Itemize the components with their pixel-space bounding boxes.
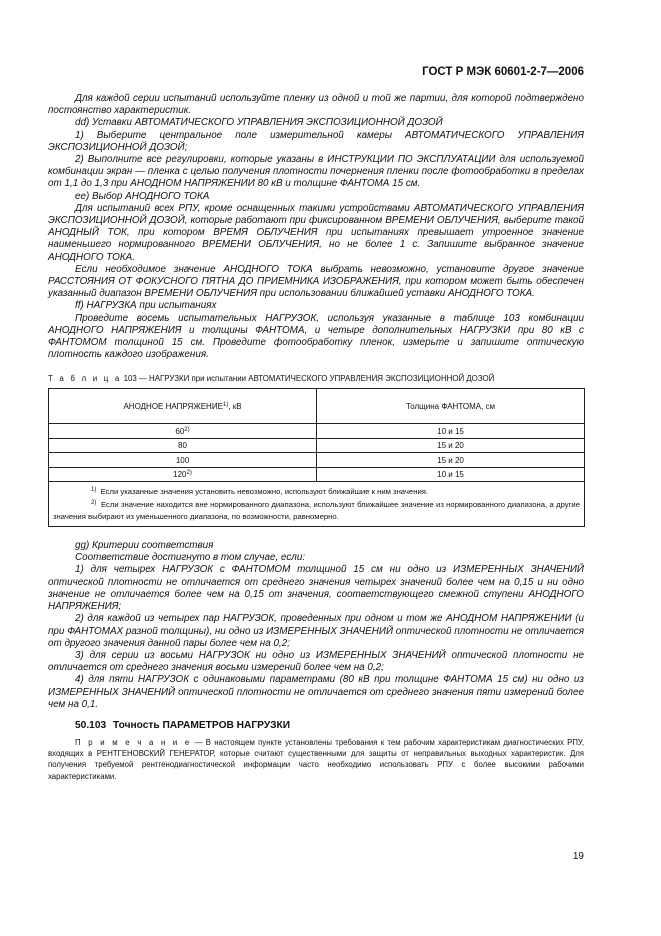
- paragraph: dd) Уставки АВТОМАТИЧЕСКОГО УПРАВЛЕНИЯ ЭКСПОЗИЦИОННОЙ ДОЗОЙ: [75, 117, 443, 129]
- table-caption-label: Т а б л и ц а: [48, 374, 122, 384]
- table-notes-row: [49, 482, 585, 527]
- table-footnote-1: $^{1)}$ Если указанные значения установить невозможно, используют ближайшие к ним значения.: [91, 487, 429, 497]
- paragraph: Для каждой серии испытаний используйте пленку из одной и той же партии, для которой подтверждено постоянство характеристик.: [48, 93, 584, 117]
- paragraph: Для испытаний всех РПУ, кроме оснащенных такими устройствами АВТОМАТИЧЕСКОГО УПРАВЛЕНИЯ ЭКСПОЗИЦИОННОЙ ДОЗОЙ, которые работают при фиксированном ВРЕМЕНИ ОБЛУЧЕНИЯ, выберите такой АНОДНЫЙ ТОК, при котором ВРЕМЯ ОБЛУЧЕНИЯ при испытаниях превышает утроенное значение наименьшего нормированного ВРЕМЕНИ ОБЛУЧЕНИЯ, но не более 1 с. Запишите выбранное значение АНОДНОГО ТОКА.: [48, 202, 584, 263]
- page-number: 19: [572, 851, 584, 862]
- cell-kv: 120$^{2)}$: [49, 467, 317, 482]
- table-footnote-2: $^{2)}$ Если значение находится вне нормированного диапазона, используют ближайшее значение из нормированного диапазона, а другие значения выбирают из уменьшенного диапазона, по возможности, равномерно.: [53, 499, 580, 521]
- section-heading: [48, 720, 584, 731]
- column-header-anode-voltage: АНОДНОЕ НАПРЯЖЕНИЕ$^{1)}$, кВ: [49, 389, 317, 424]
- table-caption: [48, 373, 584, 384]
- cell-thickness: 15 и 20: [317, 453, 585, 468]
- table-notes: [49, 482, 585, 527]
- cell-kv: 60$^{2)}$: [49, 424, 317, 439]
- cell-thickness: 10 и 15: [317, 467, 585, 482]
- cell-thickness: 15 и 20: [317, 438, 585, 453]
- section-title: Точность ПАРАМЕТРОВ НАГРУЗКИ: [113, 719, 291, 731]
- table-header-row: [49, 389, 585, 424]
- paragraph: 2) Выполните все регулировки, которые указаны в ИНСТРУКЦИИ ПО ЭКСПЛУАТАЦИИ для используемой комбинации экран — пленка с целью получения плотности почернения пленки после фотообработки в пределах от 1,1 до 1,3 при АНОДНОМ НАПРЯЖЕНИИ 80 кВ и толщине ФАНТОМА 15 см.: [48, 154, 584, 190]
- table-caption-text: 103 — НАГРУЗКИ при испытании АВТОМАТИЧЕСКОГО УПРАВЛЕНИЯ ЭКСПОЗИЦИОННОЙ ДОЗОЙ: [123, 374, 495, 384]
- note-paragraph: [48, 737, 584, 782]
- table-row: [49, 467, 585, 482]
- paragraph: ее) Выбор АНОДНОГО ТОКА: [75, 190, 210, 202]
- paragraph: Если необходимое значение АНОДНОГО ТОКА выбрать невозможно, установите другое значение РАССТОЯНИЯ ОТ ФОКУСНОГО ПЯТНА ДО ПРИЕМНИКА ИЗОБРАЖЕНИЯ, при котором может быть обеспечен указанный диапазон ВРЕМЕНИ ОБЛУЧЕНИЯ при использовании ближайшей уставки АНОДНОГО ТОКА.: [48, 263, 584, 300]
- table-row: [49, 453, 585, 468]
- cell-kv: 100: [49, 453, 317, 468]
- loads-table: [48, 388, 585, 527]
- paragraph: 4) для пяти НАГРУЗОК с одинаковыми параметрами (80 кВ при толщине ФАНТОМА 15 см) ни одно из ИЗМЕРЕННЫХ ЗНАЧЕНИЙ оптической плотности не отличается от среднего значения пяти измерений более чем на 0,1.: [48, 674, 584, 710]
- table-row: [49, 438, 585, 453]
- cell-kv: 80: [49, 438, 317, 453]
- paragraph: gg) Критерии соответствия: [75, 540, 214, 552]
- section-number: 50.103: [75, 719, 107, 731]
- column-header-phantom-thickness: Толщина ФАНТОМА, см: [317, 389, 585, 424]
- paragraph: 1) для четырех НАГРУЗОК с ФАНТОМОМ толщиной 15 см ни одно из ИЗМЕРЕННЫХ ЗНАЧЕНИЙ оптической плотности не отличается от среднего значения четырех значений более чем на 0,15 и ни одно значение не отличается более чем на 0,15 от значения, соответствующего смежной ступени АНОДНОГО НАПРЯЖЕНИЯ;: [48, 564, 584, 613]
- page-content: [48, 93, 584, 782]
- paragraph: Проведите восемь испытательных НАГРУЗОК, используя указанные в таблице 103 комбинации АНОДНОГО НАПРЯЖЕНИЯ и толщины ФАНТОМА, и четыре дополнительных НАГРУЗКИ при 80 кВ с ФАНТОМОМ толщиной 15 см. Проведите фотообработку пленок, измерьте и запишите оптическую плотность каждого изображения.: [48, 312, 584, 361]
- paragraph: 3) для серии из восьми НАГРУЗОК ни одно из ИЗМЕРЕННЫХ ЗНАЧЕНИЙ оптической плотности не отличается от среднего значения восьми измерений более чем на 0,2;: [48, 649, 584, 674]
- paragraph: ff) НАГРУЗКА при испытаниях: [75, 300, 217, 312]
- paragraph: 2) для каждой из четырех пар НАГРУЗОК, проведенных при одном и том же АНОДНОМ НАПРЯЖЕНИИ (и при ФАНТОМАХ разной толщины), ни одно из ИЗМЕРЕННЫХ ЗНАЧЕНИЙ оптической плотности не отличается от другого значения данной пары более чем на 0,2;: [48, 613, 584, 649]
- note-text: — В настоящем пункте установлены требования к тем рабочим характеристикам диагностических РПУ, входящих в РЕНТГЕНОВСКИЙ ГЕНЕРАТОР, которые считают существенными для защиты от неправильных выходных характеристик. Для получения требуемой рентгенодиагностической информации часто необходимо использовать РПУ с более высокими рабочими характеристиками.: [48, 737, 585, 781]
- note-label: П р и м е ч а н и е: [75, 737, 192, 747]
- paragraph: Соответствие достигнуто в том случае, если:: [75, 552, 306, 564]
- cell-thickness: 10 и 15: [317, 424, 585, 439]
- paragraph: 1) Выберите центральное поле измерительной камеры АВТОМАТИЧЕСКОГО УПРАВЛЕНИЯ ЭКСПОЗИЦИОННОЙ ДОЗОЙ;: [48, 129, 584, 153]
- document-header: ГОСТ Р МЭК 60601-2-7—2006: [422, 66, 584, 78]
- table-row: [49, 424, 585, 439]
